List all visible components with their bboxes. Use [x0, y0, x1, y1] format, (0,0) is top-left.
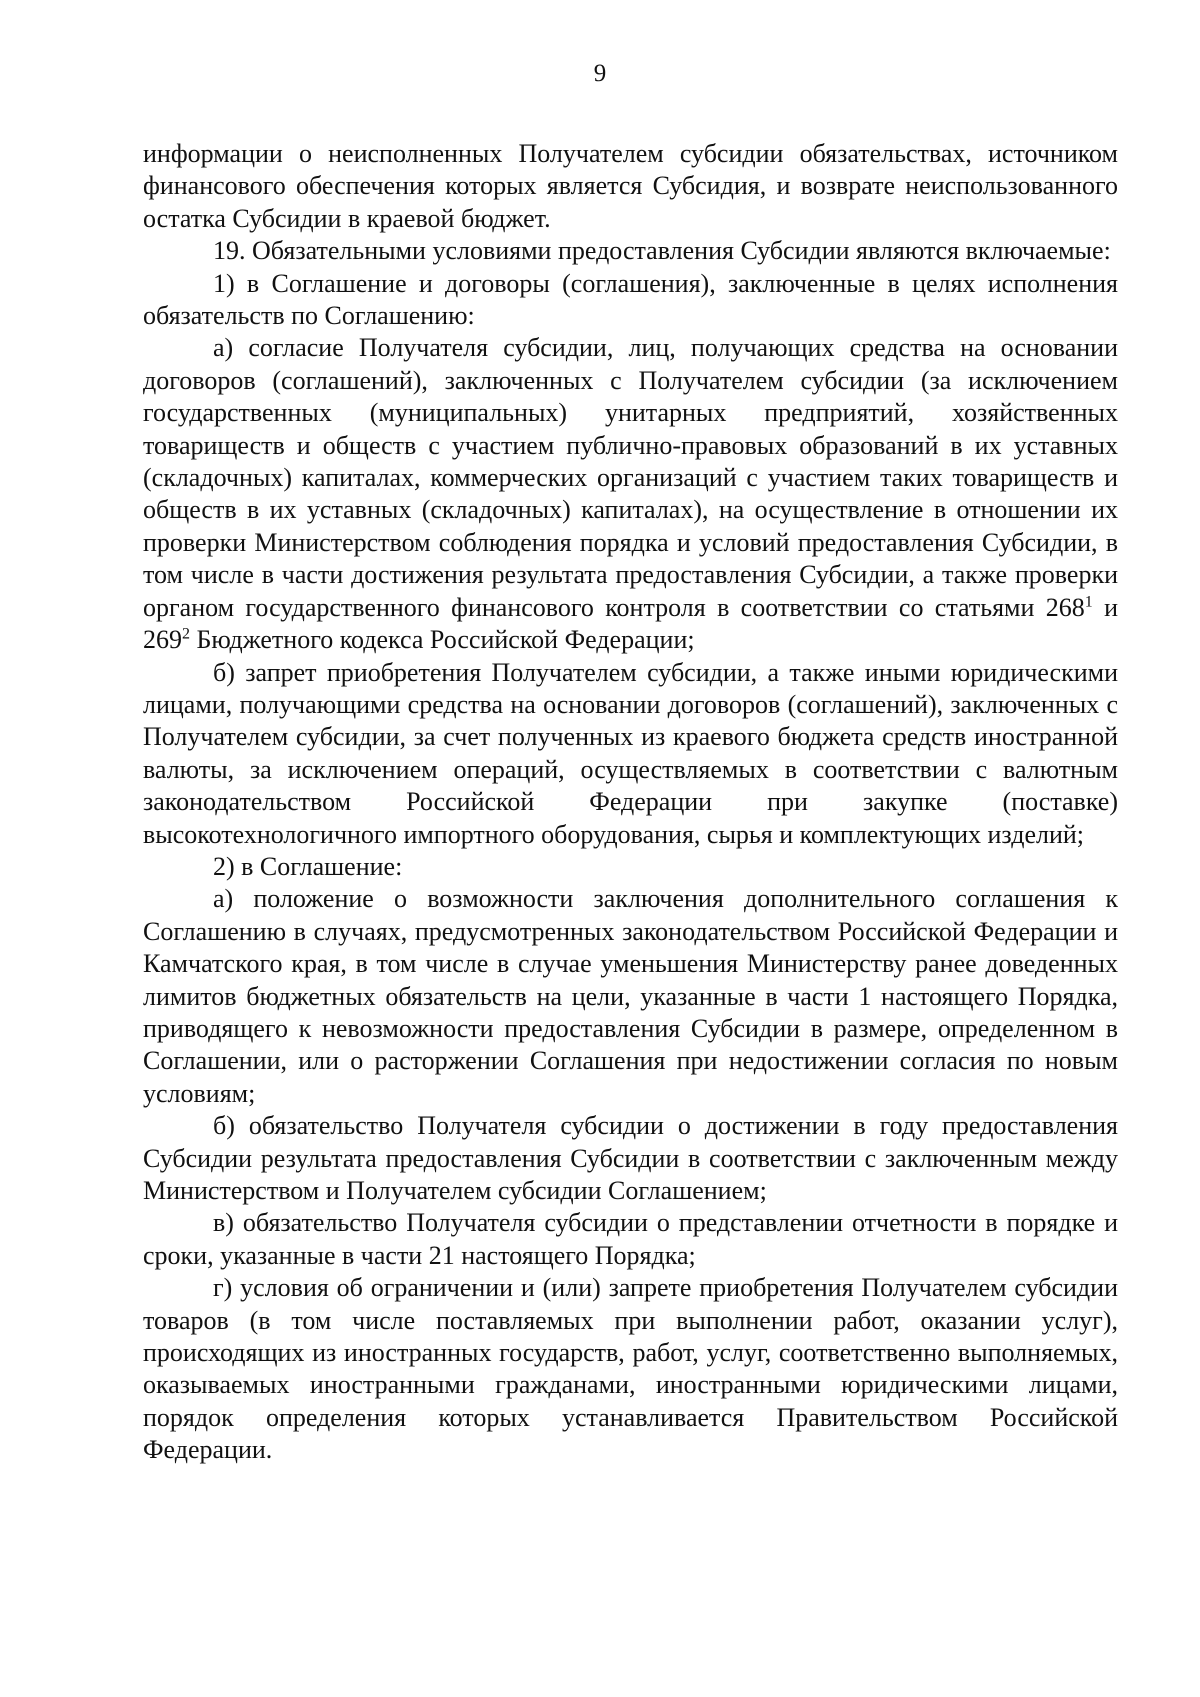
paragraph-item-1a-mid: и 269 — [143, 592, 1118, 655]
page-number: 9 — [593, 60, 607, 87]
paragraph-item-1a-text: а) согласие Получателя субсидии, лиц, получающих средства на основании договоров (соглашений), заключенных с Получателем субсидии (за исключением государственных (муниципальных) унитарных предприятий, хозяйственных товариществ и обществ с участием публично-правовых образований в их уставных (складочных) капиталах, коммерческих организаций с участием таких товариществ и обществ в их уставных (складочных) капиталах), на осуществление в отношении их проверки Министерством соблюдения порядка и условий предоставления Субсидии, в том числе в части достижения результата предоставления Субсидии, а также проверки органом государственного финансового контроля в соответствии со статьями 268 — [143, 333, 1118, 622]
paragraph-item-1a — [143, 332, 1118, 656]
paragraph-continuation: информации о неисполненных Получателем субсидии обязательствах, источником финансового обеспечения которых является Субсидия, и возврате неиспользованного остатка Субсидии в краевой бюджет. — [143, 139, 1118, 233]
paragraph-item-1a-tail: Бюджетного кодекса Российской Федерации; — [190, 625, 695, 655]
paragraph-item-2g: г) условия об ограничении и (или) запрете приобретения Получателем субсидии товаров (в том числе поставляемых при выполнении работ, оказании услуг), происходящих из иностранных государств, работ, услуг, соответственно выполняемых, оказываемых иностранными гражданами, иностранными юридическими лицами, порядок определения которых устанавливается Правительством Российской Федерации. — [143, 1273, 1118, 1465]
superscript-1: 1 — [1084, 593, 1093, 611]
paragraph-item-2v: в) обязательство Получателя субсидии о представлении отчетности в порядке и сроки, указанные в части 21 настоящего Порядка; — [143, 1208, 1118, 1270]
superscript-2: 2 — [182, 625, 190, 643]
paragraph-item-2: 2) в Соглашение: — [213, 851, 403, 881]
paragraph-item-1b: б) запрет приобретения Получателем субсидии, а также иными юридическими лицами, получающими средства на основании договоров (соглашений), заключенных с Получателем субсидии, за счет полученных из краевого бюджета средств иностранной валюты, за исключением операций, осуществляемых в соответствии с валютным законодательством Российской Федерации при закупке (поставке) высокотехнологичного импортного оборудования, сырья и комплектующих изделий; — [143, 657, 1118, 849]
paragraph-item-1: 1) в Соглашение и договоры (соглашения), заключенные в целях исполнения обязательств по Соглашению: — [143, 268, 1118, 331]
document-body — [143, 138, 1118, 1467]
paragraph-item-2b: б) обязательство Получателя субсидии о достижении в году предоставления Субсидии результата предоставления Субсидии в соответствии с заключенным между Министерством и Получателем субсидии Соглашением; — [143, 1111, 1118, 1205]
paragraph-item-19: 19. Обязательными условиями предоставления Субсидии являются включаемые: — [213, 236, 1111, 266]
paragraph-item-2a: а) положение о возможности заключения дополнительного соглашения к Соглашению в случаях, предусмотренных законодательством Российской Федерации и Камчатского края, в том числе в случае уменьшения Министерству ранее доведенных лимитов бюджетных обязательств на цели, указанные в части 1 настоящего Порядка, приводящего к невозможности предоставления Субсидии в размере, определенном в Соглашении, или о расторжении Соглашения при недостижении согласия по новым условиям; — [143, 884, 1118, 1108]
